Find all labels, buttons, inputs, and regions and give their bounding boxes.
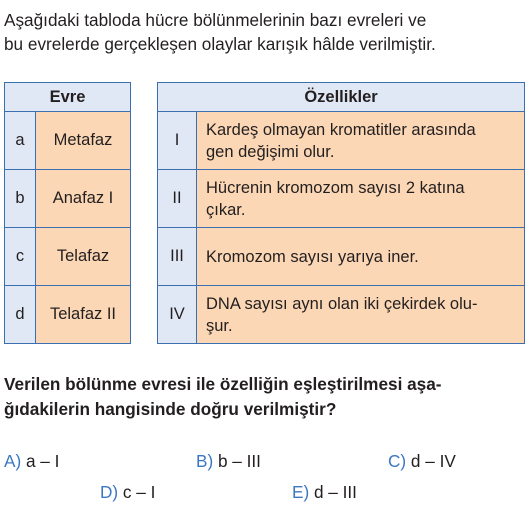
feature-description [197,286,525,344]
features-table-header-row [158,83,525,112]
option-text: d – IV [410,451,456,471]
phase-row [5,170,131,228]
feature-key: II [158,170,197,228]
phase-key: c [5,228,36,286]
option-text: a – I [25,451,60,471]
phase-key: b [5,170,36,228]
option-text: d – III [313,482,357,502]
feature-row [158,228,525,286]
phase-name: Anafaz I [36,170,131,228]
phase-key: d [5,286,36,344]
question-text [4,372,528,422]
phase-table-header: Evre [5,83,131,112]
intro-line-2: bu evrelerde gerçekleşen olaylar karışık hâlde verilmiştir. [4,34,436,54]
feature-line-1: DNA sayısı aynı olan iki çekirdek olu- [206,294,478,313]
feature-line-1: Hücrenin kromozom sayısı 2 katına [206,178,465,197]
phase-table [4,82,131,344]
intro-text [4,8,528,56]
feature-description [197,170,525,228]
feature-key: I [158,112,197,170]
phase-name: Telafaz [36,228,131,286]
features-table [157,82,525,344]
option-letter: D) [100,482,119,502]
feature-line-2: şur. [206,316,233,335]
feature-row [158,112,525,170]
feature-key: IV [158,286,197,344]
feature-line-1: Kromozom sayısı yarıya iner. [206,247,419,266]
phase-name: Telafaz II [36,286,131,344]
question-line-1: Verilen bölünme evresi ile özelliğin eşleştirilmesi aşa- [4,374,442,394]
option-text: c – I [122,482,156,502]
phase-table-header-row [5,83,131,112]
option-letter: C) [388,451,407,471]
question-line-2: ğıdakilerin hangisinde doğru verilmiştir? [4,399,337,419]
phase-row [5,286,131,344]
option-letter: B) [196,451,214,471]
phase-row [5,112,131,170]
feature-description [197,228,525,286]
feature-description [197,112,525,170]
option-letter: E) [292,482,310,502]
phase-row [5,228,131,286]
option-e[interactable] [292,482,357,503]
feature-line-1: Kardeş olmayan kromatitler arasında [206,120,476,139]
option-b[interactable] [196,451,261,472]
option-c[interactable] [388,451,456,472]
option-a[interactable] [4,451,59,472]
feature-row [158,170,525,228]
feature-key: III [158,228,197,286]
option-d[interactable] [100,482,155,503]
option-letter: A) [4,451,22,471]
option-text: b – III [217,451,261,471]
phase-key: a [5,112,36,170]
phase-name: Metafaz [36,112,131,170]
intro-line-1: Aşağıdaki tabloda hücre bölünmelerinin bazı evreleri ve [4,10,427,30]
feature-line-2: çıkar. [206,200,246,219]
feature-row [158,286,525,344]
feature-line-2: gen değişimi olur. [206,142,335,161]
features-table-header: Özellikler [158,83,525,112]
